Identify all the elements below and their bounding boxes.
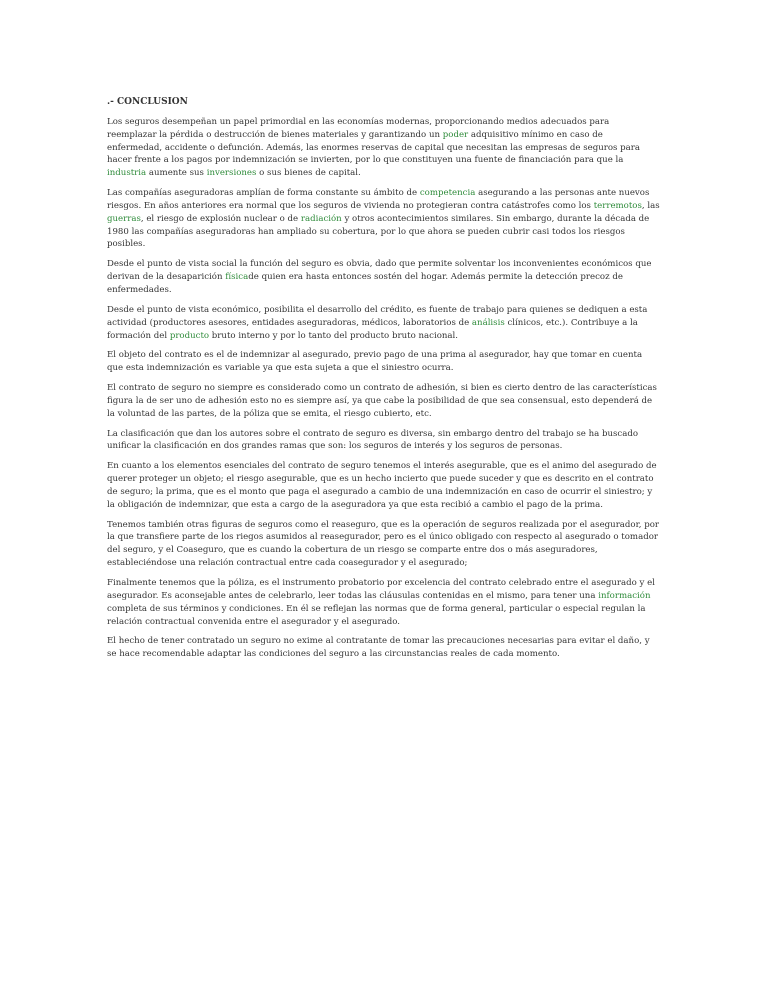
body-paragraph [107, 382, 660, 421]
paragraph-text: La clasificación que dan los autores sobre el contrato de seguro es diversa, sin embargo dentro del trabajo se ha buscado unificar la clasificación en dos grandes ramas que son: los seguros de interés y los seguros de personas. [107, 428, 639, 452]
inline-link[interactable]: industria [107, 168, 147, 179]
inline-link[interactable]: producto [169, 330, 210, 341]
body-paragraph [107, 635, 660, 661]
paragraph-text: El contrato de seguro no siempre es considerado como un contrato de adhesión, si bien es cierto dentro de las características figura la de ser uno de adhesión esto no es siempre así, ya que cabe la posibilidad de que sea consensual, esto dependerá de la voluntad de las partes, de la póliza que se emita, el riesgo cubierto, etc. [107, 383, 657, 419]
body-paragraph [107, 428, 660, 454]
inline-link[interactable]: inversiones [206, 168, 257, 179]
paragraph-text: o sus bienes de capital. [256, 168, 361, 179]
paragraph-text: , el riesgo de explosión nuclear o de [140, 213, 301, 224]
paragraph-text: adquisitivo mínimo en caso de enfermedad, accidente o defunción. Además, las enormes reservas de capital que necesitan las empresas de seguros para hacer frente a los pagos por indemnización se invierten, por lo que constituyen una fuente de financiación para que la [107, 129, 641, 166]
document-page [107, 96, 660, 668]
inline-link[interactable]: análisis [471, 317, 505, 328]
body-paragraph [107, 116, 660, 180]
body-paragraph [107, 304, 660, 343]
paragraph-text: Finalmente tenemos que la póliza, es el instrumento probatorio por excelencia del contrato celebrado entre el asegurado y el asegurador. Es aconsejable antes de celebrarlo, leer todas las cláusulas contenidas en el mismo, para tener una [107, 578, 655, 601]
paragraph-text: y otros acontecimientos similares. Sin embargo, durante la década de 1980 las compañías aseguradoras han ampliado su cobertura, por lo que ahora se pueden cubrir casi todos los riesgos posibles. [107, 213, 650, 250]
paragraph-text: El hecho de tener contratado un seguro no exime al contratante de tomar las precauciones necesarias para evitar el daño, y se hace recomendable adaptar las condiciones del seguro a las circunstancias reales de cada momento. [107, 636, 650, 660]
inline-link[interactable]: competencia [419, 188, 476, 199]
inline-link[interactable]: radiación [300, 213, 342, 224]
paragraph-text: Desde el punto de vista económico, posibilita el desarrollo del crédito, es fuente de trabajo para quienes se dediquen a esta actividad (productores asesores, entidades aseguradoras, médicos, laboratorios de [107, 304, 648, 328]
body-paragraph [107, 349, 660, 375]
paragraph-text: Los seguros desempeñan un papel primordial en las economías modernas, proporcionando medios adecuados para reemplazar la pérdida o destrucción de bienes materiales y garantizando un [107, 116, 610, 140]
section-heading: .- CONCLUSION [107, 97, 188, 107]
body-paragraph [107, 258, 660, 297]
paragraph-text: Las compañías aseguradoras amplían de forma constante su ámbito de [107, 188, 420, 199]
paragraph-text: bruto interno y por lo tanto del producto bruto nacional. [209, 330, 459, 341]
paragraph-list [107, 116, 660, 661]
inline-link[interactable]: información [598, 590, 651, 601]
body-paragraph [107, 460, 660, 511]
paragraph-text: completa de sus términos y condiciones. En él se reflejan las normas que de forma general, particular o especial regulan la relación contractual convenida entre el asegurador y el asegurado. [107, 603, 646, 627]
paragraph-text: de quien era hasta entonces sostén del hogar. Además permite la detección precoz de enfermedades. [107, 272, 623, 295]
paragraph-text: En cuanto a los elementos esenciales del contrato de seguro tenemos el interés asegurable, que es el animo del asegurado de querer proteger un objeto; el riesgo asegurable, que es un hecho incierto que puede suceder y que es descrito en el contrato de seguro; la prima, que es el monto que paga el asegurado a cambio de una indemnización en caso de ocurrir el siniestro; y la obligación de indemnizar, que esta a cargo de la aseguradora ya que esta recibió a cambio el pago de la prima. [107, 461, 657, 510]
inline-link[interactable]: poder [442, 129, 469, 140]
body-paragraph [107, 577, 660, 628]
paragraph-text: clínicos, etc.). Contribuye a la formación del [107, 317, 638, 341]
inline-link[interactable]: física [225, 272, 249, 283]
paragraph-text: aumente sus [146, 168, 207, 179]
paragraph-text: El objeto del contrato es el de indemnizar al asegurado, previo pago de una prima al asegurador, hay que tomar en cuenta que esta indemnización es variable ya que esta sujeta a que el siniestro ocurra. [107, 350, 643, 374]
paragraph-text: asegurando a las personas ante nuevos riesgos. En años anteriores era normal que los seguros de vivienda no protegieran contra catástrofes como los [107, 188, 650, 211]
inline-link[interactable]: guerras [107, 213, 141, 224]
body-paragraph [107, 519, 660, 570]
paragraph-text: Tenemos también otras figuras de seguros como el reaseguro, que es la operación de seguros realizada por el asegurador, por la que transfiere parte de los riegos asumidos al reasegurador, pero es el único obligado con respecto al asegurado o tomador del seguro, y el Coaseguro, que es cuando la cobertura de un riesgo se comparte entre dos o más aseguradores, estableciéndose una relación contractual entre cada coasegurador y el asegurado; [107, 519, 660, 569]
paragraph-text: , las [641, 200, 660, 211]
paragraph-text: Desde el punto de vista social la función del seguro es obvia, dado que permite solventar los inconvenientes económicos que derivan de la desaparición [107, 259, 652, 283]
inline-link[interactable]: terremotos [593, 200, 642, 211]
body-paragraph [107, 187, 660, 251]
